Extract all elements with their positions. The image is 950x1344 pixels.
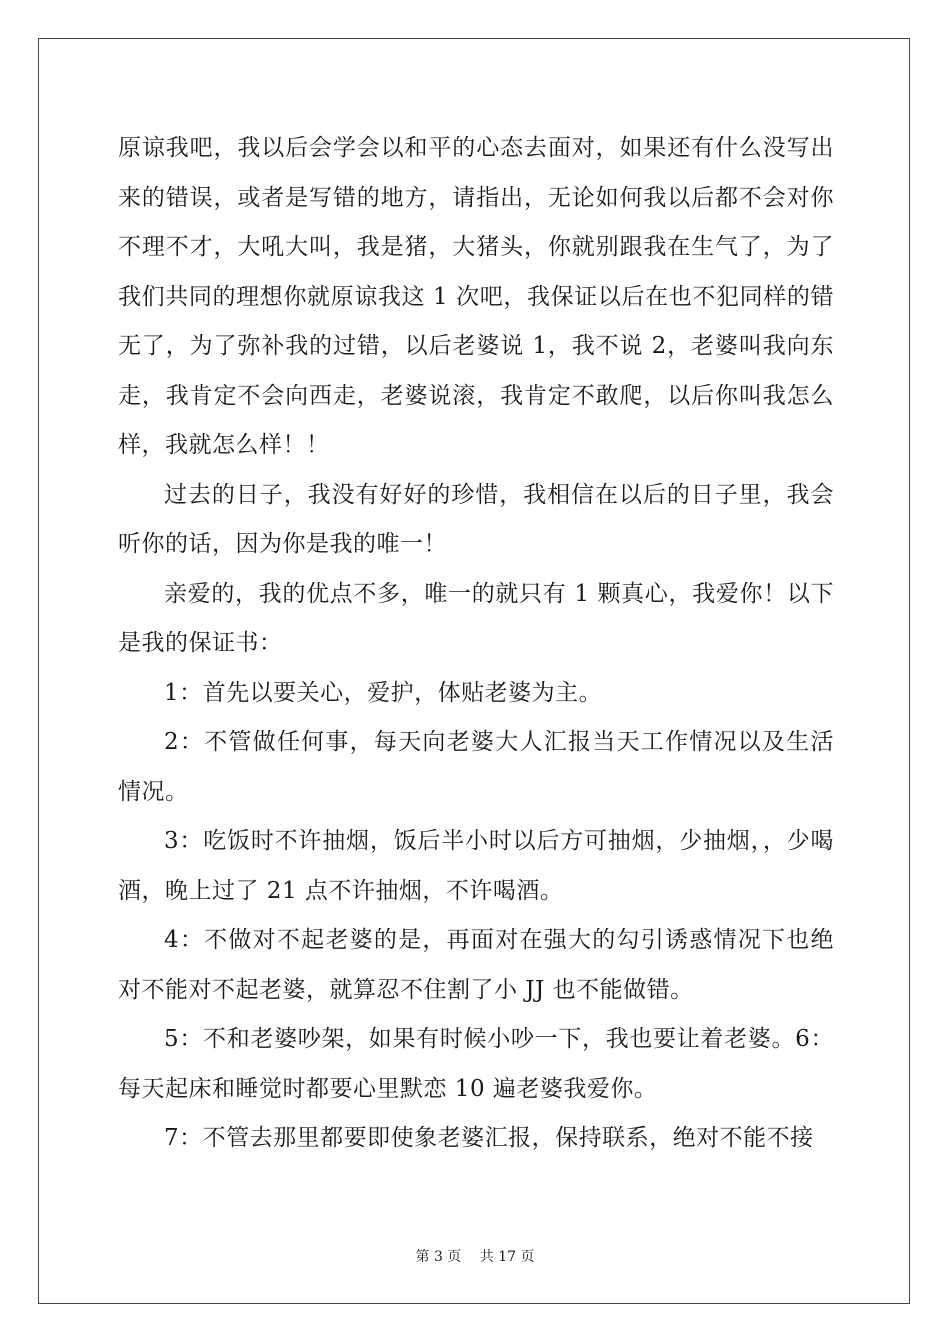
paragraph-7: 4：不做对不起老婆的是，再面对在强大的勾引诱惑情况下也绝对不能对不起老婆，就算忍不住割了小 JJ 也不能做错。 <box>118 927 834 1003</box>
paragraph-8: 5：不和老婆吵架，如果有时候小吵一下，我也要让着老婆。6：每天起床和睡觉时都要心里默恋 10 遍老婆我爱你。 <box>118 1026 834 1102</box>
paragraph-2: 过去的日子，我没有好好的珍惜，我相信在以后的日子里，我会听你的话，因为你是我的唯一！ <box>118 481 834 557</box>
paragraph-3: 亲爱的，我的优点不多，唯一的就只有 1 颗真心，我爱你！以下是我的保证书： <box>118 580 834 656</box>
paragraph-4: 1：首先以要关心，爱护，体贴老婆为主。 <box>164 679 603 706</box>
paragraph-5: 2：不管做任何事，每天向老婆大人汇报当天工作情况以及生活情况。 <box>118 729 834 805</box>
document-body <box>118 124 834 1164</box>
paragraph-1: 原谅我吧，我以后会学会以和平的心态去面对，如果还有什么没写出来的错误，或者是写错的地方，请指出，无论如何我以后都不会对你不理不才，大吼大叫，我是猪，大猪头，你就别跟我在生气了，为了我们共同的理想你就原谅我这 1 次吧，我保证以后在也不犯同样的错无了，为了弥补我的过错，以后老婆说 1，我不说 2，老婆叫我向东走，我肯定不会向西走，老婆说滚，我肯定不敢爬，以后你叫我怎么样，我就怎么样！！ <box>118 135 834 458</box>
paragraph-9: 7：不管去那里都要即使象老婆汇报，保持联系，绝对不能不接 <box>164 1125 814 1151</box>
paragraph-6: 3：吃饭时不许抽烟，饭后半小时以后方可抽烟，少抽烟，，少喝酒，晚上过了 21 点不许抽烟，不许喝酒。 <box>118 828 834 904</box>
page-number-footer: 第 3 页 共 17 页 <box>415 1249 535 1265</box>
